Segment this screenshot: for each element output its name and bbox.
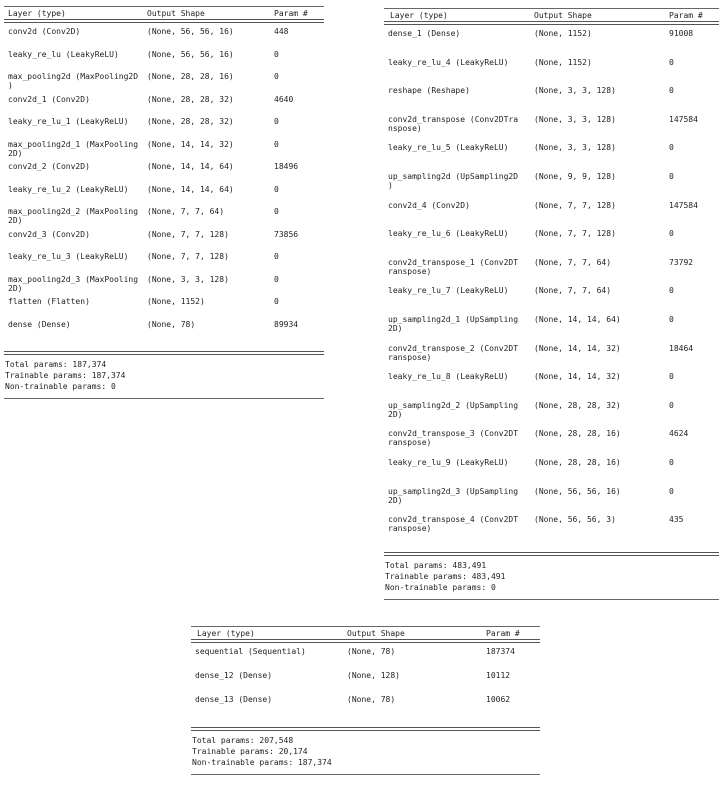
footer-rule — [4, 351, 324, 355]
layer-name: max_pooling2d (MaxPooling2D ) — [8, 72, 139, 90]
output-shape: (None, 56, 56, 16) — [534, 486, 621, 496]
layer-name: up_sampling2d_1 (UpSampling 2D) — [388, 314, 519, 333]
table-row — [4, 50, 324, 73]
table-row — [4, 95, 324, 118]
table-row — [4, 185, 324, 208]
header-param: Param # — [274, 9, 308, 18]
param-count: 0 — [274, 184, 279, 194]
layer-name: up_sampling2d_2 (UpSampling 2D) — [388, 400, 519, 419]
param-count: 18464 — [669, 343, 694, 353]
layer-name: conv2d_transpose_4 (Conv2DT ranspose) — [388, 515, 519, 534]
output-shape: (None, 28, 28, 32) — [147, 94, 234, 104]
layer-name: conv2d_4 (Conv2D) — [388, 200, 470, 210]
layer-name: leaky_re_lu_3 (LeakyReLU) — [8, 252, 129, 261]
output-shape: (None, 3, 3, 128) — [534, 86, 616, 96]
output-shape: (None, 3, 3, 128) — [534, 114, 616, 124]
table-row — [4, 162, 324, 185]
param-count: 0 — [274, 49, 279, 59]
footer-rule — [384, 552, 719, 556]
output-shape: (None, 14, 14, 32) — [534, 372, 621, 382]
layer-name: dense_13 (Dense) — [195, 695, 273, 704]
table-row — [384, 487, 719, 516]
table-row — [384, 258, 719, 287]
param-count: 0 — [669, 143, 674, 153]
table-row — [384, 401, 719, 430]
header-layer: Layer (type) — [197, 629, 255, 638]
encoder-summary — [4, 6, 324, 399]
output-shape: (None, 7, 7, 128) — [147, 229, 229, 239]
output-shape: (None, 7, 7, 64) — [534, 286, 612, 296]
table-row — [384, 458, 719, 487]
param-count: 0 — [669, 171, 674, 181]
layer-name: dense_1 (Dense) — [388, 29, 461, 38]
layer-name: reshape (Reshape) — [388, 86, 470, 96]
output-shape: (None, 78) — [347, 695, 396, 704]
trainable-params: Trainable params: 20,174 — [192, 747, 308, 756]
param-count: 0 — [669, 86, 674, 96]
param-count: 10112 — [486, 671, 511, 680]
layer-name: conv2d_transpose_1 (Conv2DT ranspose) — [388, 257, 519, 276]
param-count: 0 — [274, 274, 279, 284]
layer-name: up_sampling2d_3 (UpSampling 2D) — [388, 486, 519, 505]
non-trainable-params: Non-trainable params: 187,374 — [192, 758, 332, 767]
table-row — [4, 230, 324, 253]
output-shape: (None, 14, 14, 32) — [534, 343, 621, 353]
table-row — [384, 29, 719, 58]
output-shape: (None, 28, 28, 16) — [534, 457, 621, 467]
param-count: 73856 — [274, 229, 299, 239]
layer-name: leaky_re_lu_9 (LeakyReLU) — [388, 457, 509, 467]
param-totals — [384, 560, 719, 593]
param-count: 18496 — [274, 162, 299, 171]
table-header — [384, 9, 719, 21]
total-params: Total params: 483,491 — [385, 560, 487, 570]
layer-name: max_pooling2d_2 (MaxPooling 2D) — [8, 207, 139, 225]
layer-name: dense (Dense) — [8, 319, 71, 329]
table-row — [384, 229, 719, 258]
layer-name: leaky_re_lu_6 (LeakyReLU) — [388, 229, 509, 239]
param-count: 0 — [274, 207, 279, 216]
table-row — [4, 320, 324, 343]
table-row — [4, 252, 324, 275]
param-count: 187374 — [486, 647, 515, 656]
layer-name: leaky_re_lu_4 (LeakyReLU) — [388, 57, 509, 67]
param-count: 0 — [274, 252, 279, 261]
header-layer: Layer (type) — [8, 9, 66, 18]
total-params: Total params: 187,374 — [5, 360, 107, 369]
layer-name: conv2d_3 (Conv2D) — [8, 229, 90, 239]
layer-rows — [4, 23, 324, 351]
table-row — [4, 117, 324, 140]
layer-rows — [384, 25, 719, 552]
output-shape: (None, 7, 7, 128) — [534, 200, 616, 210]
param-count: 0 — [274, 297, 279, 306]
param-count: 73792 — [669, 257, 694, 267]
output-shape: (None, 7, 7, 64) — [147, 207, 225, 216]
layer-name: sequential (Sequential) — [195, 647, 306, 656]
param-totals — [191, 735, 540, 768]
table-row — [191, 647, 540, 671]
output-shape: (None, 1152) — [534, 29, 592, 38]
param-count: 147584 — [669, 114, 698, 124]
table-row — [384, 172, 719, 201]
table-row — [384, 315, 719, 344]
param-count: 89934 — [274, 319, 299, 329]
output-shape: (None, 78) — [147, 319, 196, 329]
param-count: 0 — [274, 139, 279, 149]
layer-name: dense_12 (Dense) — [195, 671, 273, 680]
param-count: 448 — [274, 27, 289, 36]
layer-name: flatten (Flatten) — [8, 297, 90, 306]
decoder-summary — [384, 8, 719, 600]
output-shape: (None, 128) — [347, 671, 400, 680]
param-count: 0 — [274, 117, 279, 126]
param-count: 0 — [669, 457, 674, 467]
table-row — [4, 140, 324, 163]
layer-name: leaky_re_lu_2 (LeakyReLU) — [8, 184, 129, 194]
output-shape: (None, 56, 56, 3) — [534, 515, 616, 525]
layer-name: conv2d_transpose_3 (Conv2DT ranspose) — [388, 429, 519, 448]
output-shape: (None, 1152) — [534, 57, 592, 67]
output-shape: (None, 14, 14, 64) — [534, 314, 621, 324]
param-count: 4624 — [669, 429, 689, 439]
param-count: 435 — [669, 515, 684, 525]
param-count: 10062 — [486, 695, 511, 704]
output-shape: (None, 3, 3, 128) — [534, 143, 616, 153]
layer-name: up_sampling2d (UpSampling2D ) — [388, 171, 519, 190]
table-row — [4, 297, 324, 320]
param-count: 0 — [669, 229, 674, 239]
param-count: 91008 — [669, 29, 694, 38]
table-row — [384, 115, 719, 144]
param-count: 0 — [669, 486, 674, 496]
output-shape: (None, 7, 7, 64) — [534, 257, 612, 267]
output-shape: (None, 14, 14, 64) — [147, 184, 234, 194]
layer-name: leaky_re_lu_7 (LeakyReLU) — [388, 286, 509, 296]
layer-name: leaky_re_lu_1 (LeakyReLU) — [8, 117, 129, 126]
table-row — [384, 58, 719, 87]
output-shape: (None, 28, 28, 16) — [147, 72, 234, 81]
table-row — [384, 372, 719, 401]
layer-name: conv2d_transpose (Conv2DTra nspose) — [388, 114, 519, 133]
table-row — [191, 695, 540, 719]
bottom-rule — [191, 774, 540, 775]
layer-name: conv2d (Conv2D) — [8, 27, 81, 36]
table-row — [384, 344, 719, 373]
output-shape: (None, 3, 3, 128) — [147, 274, 229, 284]
trainable-params: Trainable params: 187,374 — [5, 371, 126, 380]
layer-name: max_pooling2d_1 (MaxPooling 2D) — [8, 139, 139, 158]
header-param: Param # — [486, 629, 520, 638]
output-shape: (None, 9, 9, 128) — [534, 171, 616, 181]
classifier-summary — [191, 626, 540, 775]
param-count: 0 — [669, 286, 674, 296]
layer-name: leaky_re_lu_5 (LeakyReLU) — [388, 143, 509, 153]
footer-rule — [191, 727, 540, 731]
table-row — [384, 515, 719, 544]
param-count: 147584 — [669, 200, 698, 210]
table-row — [191, 671, 540, 695]
table-row — [4, 275, 324, 298]
total-params: Total params: 207,548 — [192, 736, 294, 745]
layer-rows — [191, 643, 540, 727]
table-row — [384, 286, 719, 315]
output-shape: (None, 14, 14, 64) — [147, 162, 234, 171]
output-shape: (None, 7, 7, 128) — [534, 229, 616, 239]
param-count: 0 — [669, 57, 674, 67]
table-header — [191, 627, 540, 639]
layer-name: conv2d_2 (Conv2D) — [8, 162, 90, 171]
table-row — [384, 429, 719, 458]
param-count: 0 — [274, 72, 279, 81]
layer-name: conv2d_1 (Conv2D) — [8, 94, 90, 104]
param-totals — [4, 359, 324, 392]
output-shape: (None, 7, 7, 128) — [147, 252, 229, 261]
param-count: 0 — [669, 314, 674, 324]
table-row — [384, 201, 719, 230]
layer-name: max_pooling2d_3 (MaxPooling 2D) — [8, 274, 139, 293]
output-shape: (None, 56, 56, 16) — [147, 27, 234, 36]
output-shape: (None, 78) — [347, 647, 396, 656]
layer-name: leaky_re_lu (LeakyReLU) — [8, 49, 119, 59]
output-shape: (None, 1152) — [147, 297, 205, 306]
header-param: Param # — [669, 11, 703, 20]
output-shape: (None, 28, 28, 16) — [534, 429, 621, 439]
header-layer: Layer (type) — [390, 11, 448, 20]
table-row — [384, 143, 719, 172]
layer-name: leaky_re_lu_8 (LeakyReLU) — [388, 372, 509, 382]
bottom-rule — [4, 398, 324, 399]
output-shape: (None, 56, 56, 16) — [147, 49, 234, 59]
header-output-shape: Output Shape — [147, 9, 205, 18]
table-row — [4, 27, 324, 50]
layer-name: conv2d_transpose_2 (Conv2DT ranspose) — [388, 343, 519, 362]
output-shape: (None, 14, 14, 32) — [147, 139, 234, 149]
header-output-shape: Output Shape — [347, 629, 405, 638]
trainable-params: Trainable params: 483,491 — [385, 571, 506, 581]
param-count: 0 — [669, 400, 674, 410]
param-count: 4640 — [274, 94, 294, 104]
table-header — [4, 7, 324, 19]
bottom-rule — [384, 599, 719, 600]
param-count: 0 — [669, 372, 674, 382]
table-row — [4, 207, 324, 230]
non-trainable-params: Non-trainable params: 0 — [5, 382, 116, 391]
header-output-shape: Output Shape — [534, 11, 592, 20]
table-row — [4, 72, 324, 95]
output-shape: (None, 28, 28, 32) — [534, 400, 621, 410]
non-trainable-params: Non-trainable params: 0 — [385, 582, 496, 592]
output-shape: (None, 28, 28, 32) — [147, 117, 234, 126]
table-row — [384, 86, 719, 115]
